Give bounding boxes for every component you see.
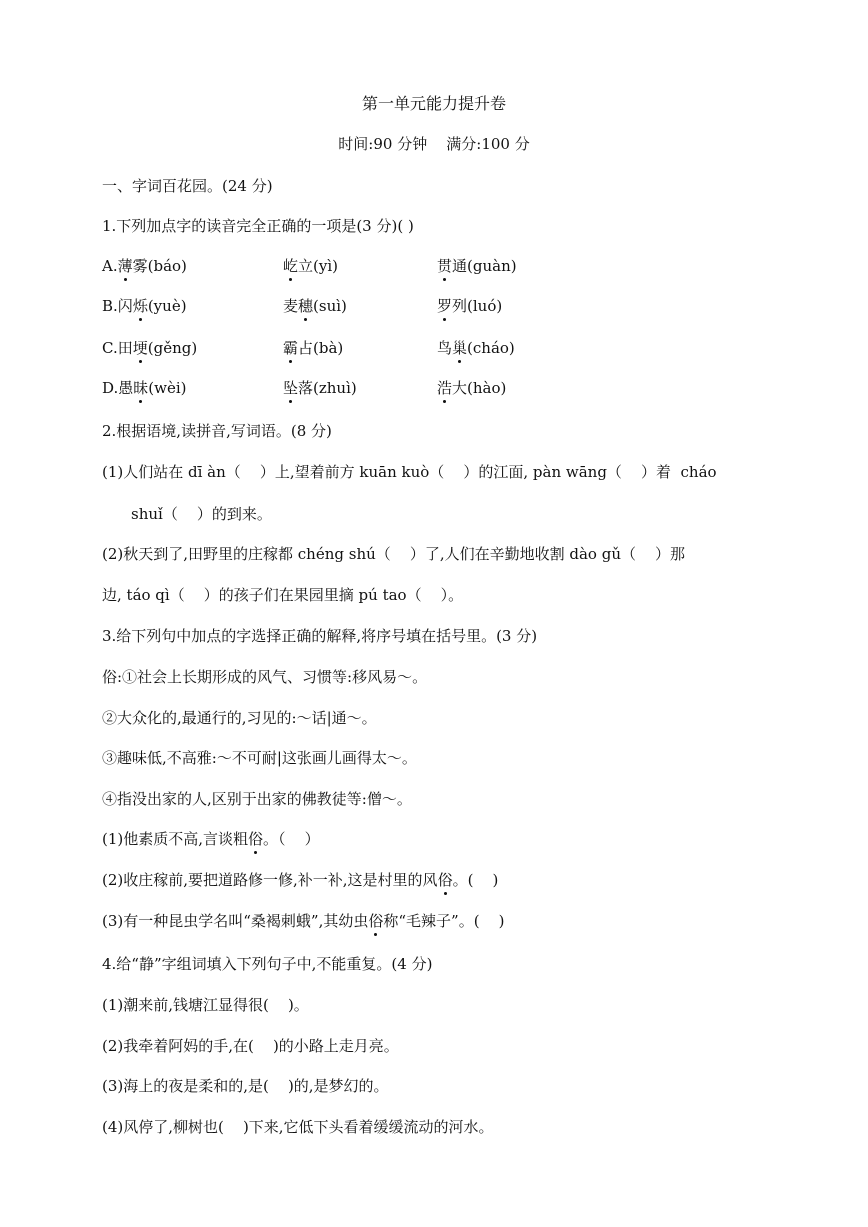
dotted-char: 巢 [452,339,468,357]
option-b-1: B.闪烁(yuè) [102,297,187,315]
question-2-line: shuǐ（ ）的到来。 [131,505,272,523]
dotted-char: 穗 [298,297,314,315]
option-d-2: 坠落(zhuì) [283,379,357,397]
dotted-char: 屹 [283,257,299,275]
question-2-line: (2)秋天到了,田野里的庄稼都 chéng shú（ ）了,人们在辛勤地收割 dào gǔ（ ）那 [102,545,686,563]
dotted-char: 埂 [132,339,148,357]
option-a-2: 屹立(yì) [283,257,338,275]
question-4-item: (4)风停了,柳树也( )下来,它低下头看着缓缓流动的河水。 [102,1118,494,1136]
dotted-char: 霸 [283,339,299,357]
question-3-item: (3)有一种昆虫学名叫“桑褐刺蛾”,其幼虫俗称“毛辣子”。( ) [102,912,505,930]
definition-line: ③趣味低,不高雅:～不可耐|这张画儿画得太～。 [102,749,417,767]
dotted-char: 薄 [117,257,133,275]
question-4-item: (1)潮来前,钱塘江显得很( )。 [102,996,309,1014]
option-c-3: 鸟巢(cháo) [437,339,515,357]
section-heading: 一、字词百花园。(24 分) [102,177,273,195]
definition-line: ④指没出家的人,区别于出家的佛教徒等:僧～。 [102,790,412,808]
option-c-2: 霸占(bà) [283,339,344,357]
question-3-stem: 3.给下列句中加点的字选择正确的解释,将序号填在括号里。(3 分) [102,627,538,645]
question-3-item: (2)收庄稼前,要把道路修一修,补一补,这是村里的风俗。( ) [102,871,499,889]
question-1-stem: 1.下列加点字的读音完全正确的一项是(3 分)( ) [102,217,414,235]
dotted-char: 俗 [368,912,384,930]
option-b-3: 罗列(luó) [437,297,503,315]
dotted-char: 罗 [437,297,453,315]
option-a-3: 贯通(guàn) [437,257,517,275]
question-2-stem: 2.根据语境,读拼音,写词语。(8 分) [102,422,332,440]
dotted-char: 昧 [133,379,149,397]
option-d-3: 浩大(hào) [437,379,507,397]
exam-time-and-score: 时间:90 分钟 满分:100 分 [338,135,530,153]
question-2-line: 边, táo qì（ ）的孩子们在果园里摘 pú tao（ ）。 [102,586,464,604]
dotted-char: 俗 [437,871,453,889]
dotted-char: 俗 [248,830,264,848]
dotted-char: 贯 [437,257,453,275]
question-2-line: (1)人们站在 dī àn（ ）上,望着前方 kuān kuò（ ）的江面, pàn wāng（ ）着 cháo [102,463,717,481]
page-title: 第一单元能力提升卷 [361,94,506,113]
dotted-char: 浩 [437,379,453,397]
question-4-item: (2)我牵着阿妈的手,在( )的小路上走月亮。 [102,1037,399,1055]
definition-line: 俗:①社会上长期形成的风气、习惯等:移风易～。 [102,668,428,686]
option-b-2: 麦穗(suì) [283,297,347,315]
definition-line: ②大众化的,最通行的,习见的:～话|通～。 [102,709,377,727]
question-4-item: (3)海上的夜是柔和的,是( )的,是梦幻的。 [102,1077,389,1095]
dotted-char: 坠 [283,379,299,397]
question-3-item: (1)他素质不高,言谈粗俗。（ ） [102,830,320,848]
question-4-stem: 4.给“静”字组词填入下列句子中,不能重复。(4 分) [102,955,433,973]
option-d-1: D.愚昧(wèi) [102,379,187,397]
option-a-1: A.薄雾(báo) [102,257,187,275]
dotted-char: 烁 [132,297,148,315]
option-c-1: C.田埂(gěng) [102,339,198,357]
